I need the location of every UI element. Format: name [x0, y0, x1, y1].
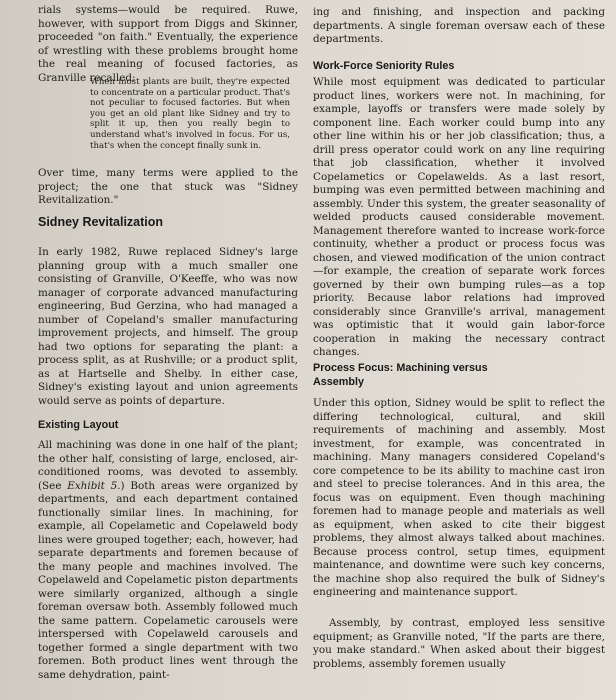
- left-paragraph-1: rials systems—would be required. Ruwe, however, with support from Diggs and Skinner, proceeded "on faith." Eventually, the experience of wrestling with these problems brought home the real meaning of focused factories, as Granville recalled:: [38, 4, 298, 84]
- right-paragraph-3: Under this option, Sidney would be split to reflect the differing technological, cultural, and skill requirements of machining and assembly. Most investment, for example, was concentrated in machining. Many managers considered Copeland's core competence to be its ability to machine cast iron and steel to precise tolerances. And in this area, the focus was on equipment. Even though machining foremen had to manage people and materials as well as equipment, when asked to cite their biggest problems, they almost always talked about machines. Because process control, setup times, equipment maintenance, and downtime were such key concerns, the machine shop also required the bulk of Sidney's engineering and maintenance support.: [313, 397, 605, 598]
- left-paragraph-4: [38, 439, 298, 682]
- left-paragraph-3: In early 1982, Ruwe replaced Sidney's large planning group with a much smaller one consisting of Granville, O'Keeffe, who was now manager of corporate advanced manufacturing engineering, Bud Gerzina, who had managed a number of Copeland's smaller manufacturing improvement projects, and himself. The group had two options for separating the plant: a process split, as at Rushville; or a product split, as at Hartselle and Shelby. In either case, Sidney's existing layout and union agreements would serve as points of departure.: [38, 246, 298, 407]
- subheading-work-force-seniority-rules: Work-Force Seniority Rules: [313, 60, 455, 72]
- exhibit-reference: Exhibit 5.: [67, 479, 121, 492]
- right-paragraph-1: ing and finishing, and inspection and packing departments. A single foreman oversaw each of these departments.: [313, 6, 605, 45]
- para-4-text-a: All machining was done in one half of the plant; the other half, consisting of large, enclosed, air-conditioned rooms, was devoted to assembly. (See: [38, 439, 298, 492]
- right-paragraph-4: Assembly, by contrast, employed less sensitive equipment; as Granville noted, "If the parts are there, you make standard." When asked about their biggest problems, assembly foremen usually: [313, 617, 605, 670]
- block-quote: When most plants are built, they're expected to concentrate on a particular product. That's not peculiar to focused factories. But when you get an old plant like Sidney and try to split it up, then you really begin to understand what's involved in focus. For us, that's when the concept finally sunk in.: [90, 77, 290, 151]
- para-4-text-b: ) Both areas were organized by departments, and each department contained functionally similar lines. In machining, for example, all Copelametic and Copelaweld body lines were grouped together; each, however, had separate departments and foremen because of the many people and machines involved. The Copelaweld and Copelametic piston departments were similarly organized, although a single foreman oversaw both. Assembly followed much the same pattern. Copelametic carousels were interspersed with Copelaweld carousels and together formed a single department with two foremen. Both product lines went through the same dehydration, paint-: [38, 479, 298, 681]
- right-paragraph-2: While most equipment was dedicated to particular product lines, workers were not. In machining, for example, layoffs or transfers were made solely by component line. Each worker could bump into any other line within his or her job classification; thus, a drill press operator could work on any line requiring that job classification, whether it involved Copelametics or Copelawelds. As a last resort, bumping was even permitted between machining and assembly. Under this system, the greater seasonality of welded products caused considerable movement. Management therefore wanted to increase work-force continuity, whether a product or process focus was chosen, and viewed modification of the union contract—for example, the creation of separate work forces governed by their own bumping rules—as a top priority. Because labor relations had improved considerably since Granville's arrival, management was optimistic that it would gain labor-force cooperation in making the necessary contract changes.: [313, 76, 605, 358]
- left-paragraph-2: Over time, many terms were applied to the project; the one that stuck was "Sidney Revitalization.": [38, 167, 298, 206]
- subheading-process-focus: Process Focus: Machining versus Assembly: [313, 362, 488, 388]
- section-heading-sidney-revitalization: Sidney Revitalization: [38, 215, 164, 229]
- subheading-existing-layout: Existing Layout: [38, 419, 119, 431]
